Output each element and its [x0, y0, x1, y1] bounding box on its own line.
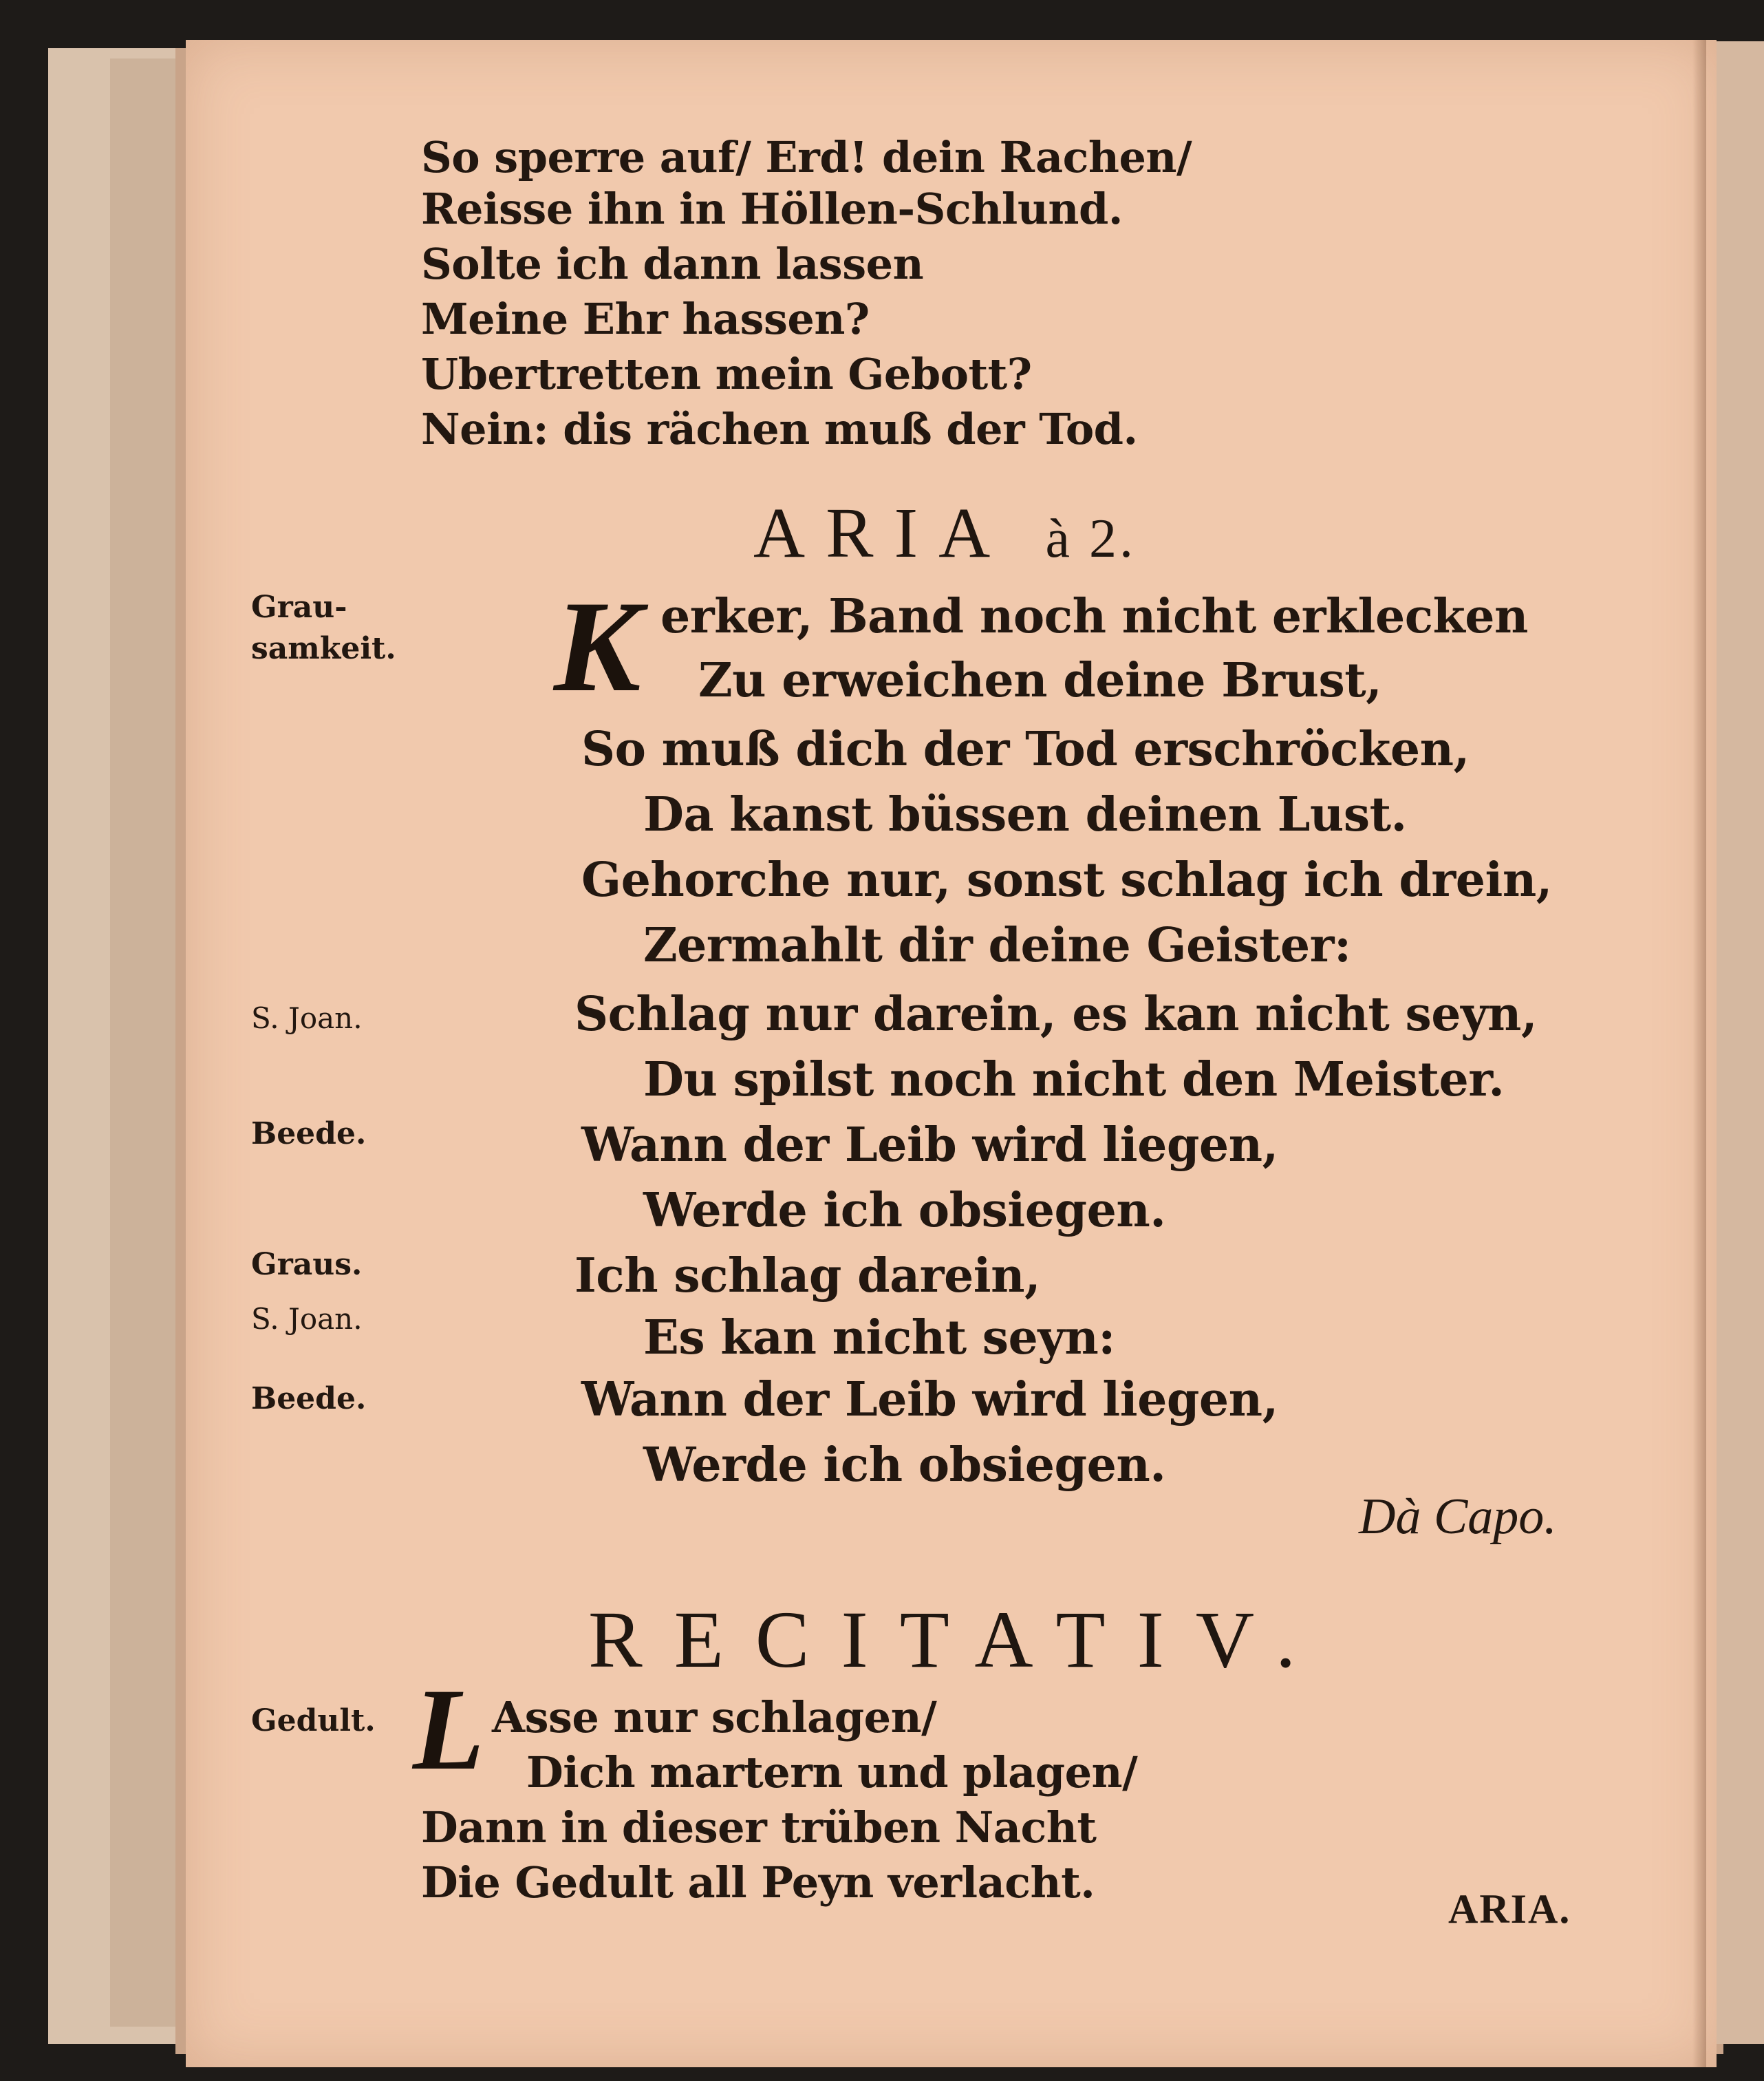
- verse-line: So sperre auf/ Erd! dein Rachen/: [421, 132, 1192, 182]
- speaker-label: Beede.: [251, 1116, 367, 1151]
- speaker-label: Gedult.: [251, 1703, 376, 1738]
- verse-line: Werde ich obsiegen.: [643, 1438, 1166, 1493]
- catchword: ARIA.: [1448, 1886, 1571, 1932]
- verse-line: Dich martern und plagen/: [526, 1747, 1138, 1797]
- verse-line: Meine Ehr hassen?: [421, 294, 870, 344]
- verse-line: Wann der Leib wird liegen,: [581, 1118, 1278, 1173]
- decorated-initial: K: [554, 575, 641, 719]
- decorated-initial: L: [413, 1665, 484, 1794]
- verse-line: Zermahlt dir deine Geister:: [643, 918, 1351, 973]
- verse-line: Solte ich dann lassen: [421, 239, 924, 289]
- speaker-label: Beede.: [251, 1381, 367, 1416]
- verse-line: Ich schlag darein,: [574, 1248, 1041, 1303]
- aria-heading: ARIA à 2.: [753, 493, 1136, 573]
- facing-page-edge: [1713, 41, 1764, 2044]
- speaker-label: Grau-: [251, 590, 347, 625]
- speaker-label: S. Joan.: [251, 1302, 363, 1336]
- verse-line: erker, Band noch nicht erklecken: [660, 589, 1528, 644]
- verse-line: Du spilst noch nicht den Meister.: [643, 1052, 1505, 1107]
- verse-line: Reisse ihn in Höllen-Schlund.: [421, 184, 1123, 234]
- verse-line: Ubertretten mein Gebott?: [421, 349, 1032, 399]
- speaker-label: samkeit.: [251, 631, 396, 666]
- speaker-label: Graus.: [251, 1247, 363, 1282]
- speaker-label: S. Joan.: [251, 1001, 363, 1035]
- verse-line: So muß dich der Tod erschröcken,: [581, 722, 1470, 777]
- verse-line: Die Gedult all Peyn verlacht.: [421, 1857, 1095, 1908]
- recitativ-heading: RECITATIV.: [588, 1594, 1328, 1685]
- verse-line: Zu erweichen deine Brust,: [698, 653, 1382, 708]
- verse-line: Nein: dis rächen muß der Tod.: [421, 404, 1138, 454]
- verse-line: Dann in dieser trüben Nacht: [421, 1802, 1097, 1853]
- da-capo-marking: Dà Capo.: [1359, 1488, 1557, 1545]
- verse-line: Asse nur schlagen/: [492, 1692, 937, 1742]
- verse-line: Werde ich obsiegen.: [643, 1183, 1166, 1238]
- verse-line: Da kanst büssen deinen Lust.: [643, 787, 1407, 842]
- verse-line: Gehorche nur, sonst schlag ich drein,: [581, 853, 1552, 908]
- verse-line: Wann der Leib wird liegen,: [581, 1372, 1278, 1427]
- page-gutter: [1692, 40, 1706, 2067]
- verse-line: Schlag nur darein, es kan nicht seyn,: [574, 987, 1538, 1042]
- verse-line: Es kan nicht seyn:: [643, 1310, 1115, 1365]
